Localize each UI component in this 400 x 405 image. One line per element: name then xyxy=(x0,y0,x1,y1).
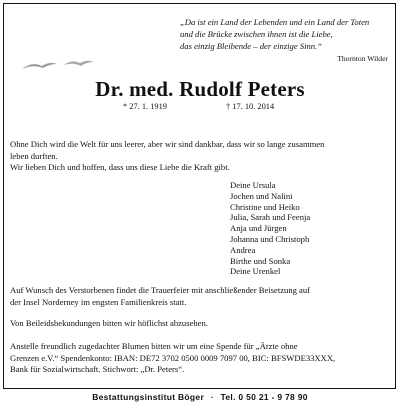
mourners-list xyxy=(230,180,310,277)
death-date: † 17. 10. 2014 xyxy=(226,102,275,111)
quote-line: und die Brücke zwischen ihnen ist die Liebe, xyxy=(180,29,333,39)
quote-author: Thornton Wilder xyxy=(337,54,388,63)
text-line: Wir lieben Dich und hoffen, dass uns diese Liebe die Kraft gibt. xyxy=(10,162,230,173)
birds-icon xyxy=(20,58,98,76)
mourner-name: Jochen und Nalini xyxy=(230,190,293,201)
funeral-home-footer xyxy=(0,389,400,405)
mourner-name: Julia, Sarah und Feenja xyxy=(230,212,311,223)
text-line: Ohne Dich wird die Welt für uns leerer, aber wir sind dankbar, dass wir so lange zusammen xyxy=(10,139,325,149)
quote xyxy=(180,16,388,52)
condolence-text xyxy=(10,318,392,330)
funeral-home-name: Bestattungsinstitut Böger xyxy=(92,392,205,402)
quote-line: das einzig Bleibende – der einzige Sinn.“ xyxy=(180,41,323,51)
text-line: Bank für Sozialwirtschaft. Stichwort: „Dr. Peters“. xyxy=(10,364,185,375)
intro-text xyxy=(10,139,392,174)
quote-line: „Da ist ein Land der Lebenden und ein Land der Toten xyxy=(180,17,370,27)
mourner-name: Deine Urenkel xyxy=(230,266,281,277)
donation-text xyxy=(10,341,392,376)
birth-date: * 27. 1. 1919 xyxy=(123,102,167,111)
text-line: Von Beileidsbekundungen bitten wir höflichst abzusehen. xyxy=(10,318,208,328)
mourner-name: Deine Ursula xyxy=(230,180,276,190)
funeral-text xyxy=(10,285,392,308)
deceased-name: Dr. med. Rudolf Peters xyxy=(95,77,305,101)
footer-separator: · xyxy=(210,392,214,402)
text-line: Auf Wunsch des Verstorbenen findet die Trauerfeier mit anschließender Beisetzung auf xyxy=(10,285,311,295)
text-line: Grenzen e.V.“ Spendenkonto: IBAN: DE72 3702 0500 0009 7097 00, BIC: BFSWDE33XXX, xyxy=(10,352,336,363)
text-line: leben durften. xyxy=(10,150,58,161)
mourner-name: Birthe und Sonka xyxy=(230,255,291,266)
funeral-home-phone: Tel. 0 50 21 - 9 78 90 xyxy=(220,392,308,402)
mourner-name: Christine und Heiko xyxy=(230,201,300,212)
mourner-name: Andrea xyxy=(230,244,256,255)
text-line: Anstelle freundlich zugedachter Blumen bitten wir um eine Spende für „Ärzte ohne xyxy=(10,341,298,351)
mourner-name: Johanna und Christoph xyxy=(230,233,310,244)
mourner-name: Anja und Jürgen xyxy=(230,223,287,234)
text-line: der Insel Norderney im engsten Familienkreis statt. xyxy=(10,296,187,307)
